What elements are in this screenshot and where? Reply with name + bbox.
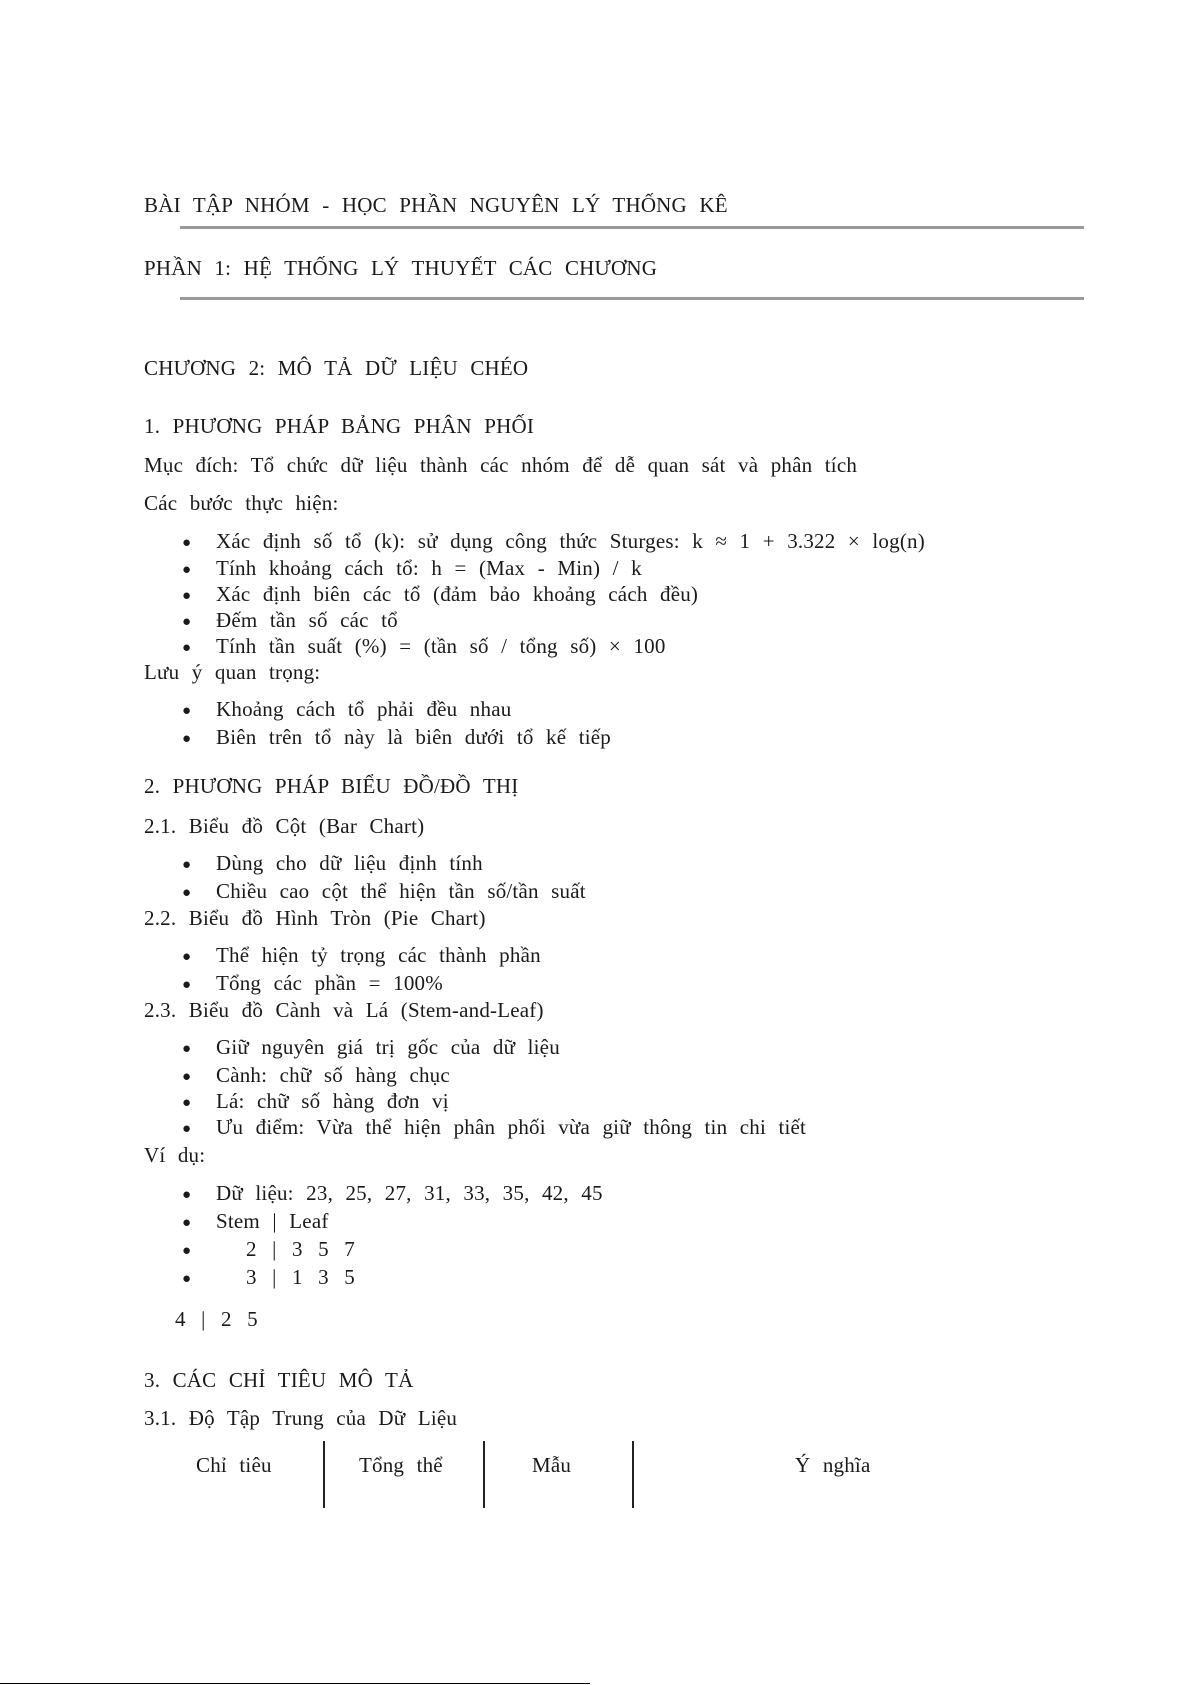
bullet-icon: ●: [182, 1187, 192, 1203]
bullet-icon: ●: [182, 703, 192, 719]
part-title: PHẦN 1: HỆ THỐNG LÝ THUYẾT CÁC CHƯƠNG: [144, 256, 658, 280]
section-1-notes-label: Lưu ý quan trọng:: [144, 660, 321, 684]
bullet-icon: ●: [182, 857, 192, 873]
table-divider: [483, 1441, 485, 1508]
bullet-icon: ●: [182, 588, 192, 604]
bullet-icon: ●: [182, 977, 192, 993]
bar-chart-item: Chiều cao cột thể hiện tần số/tần suất: [216, 879, 586, 903]
bullet-icon: ●: [182, 1069, 192, 1085]
step-item: Xác định biên các tổ (đảm bảo khoảng cách đều): [216, 582, 699, 606]
stem-leaf-item: Lá: chữ số hàng đơn vị: [216, 1089, 449, 1113]
section-1-steps-label: Các bước thực hiện:: [144, 491, 339, 515]
step-item: Đếm tần số các tổ: [216, 608, 398, 632]
section-3-heading: 3. CÁC CHỈ TIÊU MÔ TẢ: [144, 1368, 414, 1392]
example-item: Dữ liệu: 23, 25, 27, 31, 33, 35, 42, 45: [216, 1181, 603, 1205]
bullet-icon: ●: [182, 562, 192, 578]
table-header-cell: Mẫu: [532, 1453, 572, 1477]
step-item: Xác định số tổ (k): sử dụng công thức Sturges: k ≈ 1 + 3.322 × log(n): [216, 529, 925, 553]
bar-chart-item: Dùng cho dữ liệu định tính: [216, 851, 483, 875]
example-item: Stem | Leaf: [216, 1209, 329, 1233]
stem-leaf-title: 2.3. Biểu đồ Cành và Lá (Stem-and-Leaf): [144, 998, 544, 1022]
bullet-icon: ●: [182, 1243, 192, 1259]
table-header-cell: Ý nghĩa: [795, 1453, 871, 1477]
table-divider: [632, 1441, 634, 1508]
section-1-purpose: Mục đích: Tổ chức dữ liệu thành các nhóm để dễ quan sát và phân tích: [144, 453, 858, 477]
note-item: Khoảng cách tổ phải đều nhau: [216, 697, 512, 721]
pie-chart-title: 2.2. Biểu đồ Hình Tròn (Pie Chart): [144, 906, 486, 930]
chapter-title: CHƯƠNG 2: MÔ TẢ DỮ LIỆU CHÉO: [144, 356, 529, 380]
section-3-subheading: 3.1. Độ Tập Trung của Dữ Liệu: [144, 1406, 458, 1430]
note-item: Biên trên tổ này là biên dưới tổ kế tiếp: [216, 725, 611, 749]
bullet-icon: ●: [182, 535, 192, 551]
stem-leaf-item: Giữ nguyên giá trị gốc của dữ liệu: [216, 1035, 560, 1059]
bullet-icon: ●: [182, 1271, 192, 1287]
example-item: 2 | 3 5 7: [246, 1237, 356, 1261]
part-rule: [180, 297, 1084, 300]
bullet-icon: ●: [182, 614, 192, 630]
bullet-icon: ●: [182, 731, 192, 747]
bullet-icon: ●: [182, 640, 192, 656]
bullet-icon: ●: [182, 1121, 192, 1137]
bullet-icon: ●: [182, 1095, 192, 1111]
bullet-icon: ●: [182, 949, 192, 965]
bullet-icon: ●: [182, 1041, 192, 1057]
bullet-icon: ●: [182, 885, 192, 901]
step-item: Tính khoảng cách tổ: h = (Max - Min) / k: [216, 556, 642, 580]
example-item: 3 | 1 3 5: [246, 1265, 356, 1289]
step-item: Tính tần suất (%) = (tần số / tổng số) × 100: [216, 634, 666, 658]
stem-leaf-item: Cành: chữ số hàng chục: [216, 1063, 450, 1087]
bar-chart-title: 2.1. Biểu đồ Cột (Bar Chart): [144, 814, 425, 838]
stem-leaf-item: Ưu điểm: Vừa thể hiện phân phối vừa giữ thông tin chi tiết: [216, 1115, 807, 1139]
table-header-cell: Tổng thể: [359, 1453, 443, 1477]
pie-chart-item: Thể hiện tỷ trọng các thành phần: [216, 943, 541, 967]
section-2-heading: 2. PHƯƠNG PHÁP BIỂU ĐỒ/ĐỒ THỊ: [144, 774, 519, 798]
table-header-cell: Chỉ tiêu: [196, 1453, 272, 1477]
pie-chart-item: Tổng các phần = 100%: [216, 971, 443, 995]
section-1-heading: 1. PHƯƠNG PHÁP BẢNG PHÂN PHỐI: [144, 414, 535, 438]
example-tail: 4 | 2 5: [175, 1307, 258, 1331]
doc-title: BÀI TẬP NHÓM - HỌC PHẦN NGUYÊN LÝ THỐNG KÊ: [144, 193, 728, 217]
page-bottom-line: [0, 1683, 590, 1684]
table-divider: [323, 1441, 325, 1508]
example-label: Ví dụ:: [144, 1143, 206, 1167]
title-rule: [180, 226, 1084, 229]
bullet-icon: ●: [182, 1215, 192, 1231]
